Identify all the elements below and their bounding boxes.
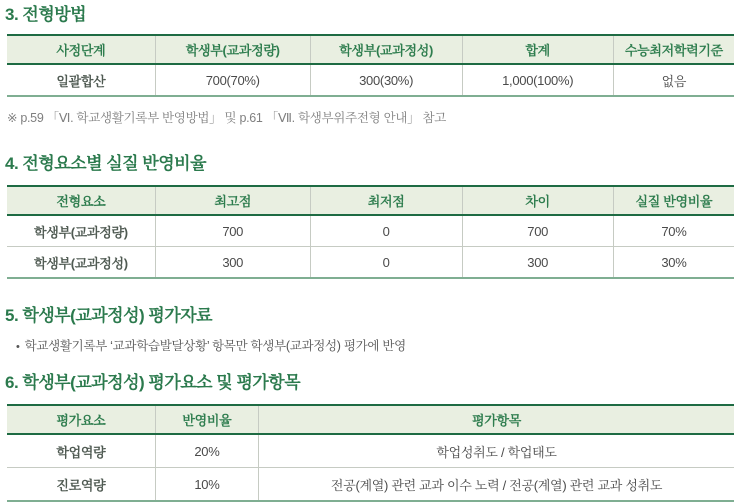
table-header-cell: 실질 반영비율 xyxy=(613,186,734,215)
table-cell: 없음 xyxy=(613,64,734,96)
table-cell: 0 xyxy=(310,215,462,247)
reflection-ratio-table xyxy=(7,185,734,279)
table-header-cell: 수능최저학력기준 xyxy=(613,35,734,64)
table-cell: 일괄합산 xyxy=(7,64,155,96)
table-cell: 700(70%) xyxy=(155,64,310,96)
evaluation-elements-table xyxy=(7,404,734,502)
table-header-cell: 평가요소 xyxy=(7,405,155,434)
table-cell: 70% xyxy=(613,215,734,247)
bullet-icon: • xyxy=(16,341,20,353)
table-cell: 300(30%) xyxy=(310,64,462,96)
reference-footnote: ※ p.59 「Ⅵ. 학교생활기록부 반영방법」 및 p.61 「Ⅶ. 학생부위주전형 안내」 참고 xyxy=(7,111,447,125)
bullet-text: 학교생활기록부 ‘교과학습발달상황’ 항목만 학생부(교과정성) 평가에 반영 xyxy=(24,339,406,353)
table-header-row xyxy=(7,186,734,215)
table-row xyxy=(7,64,734,96)
section-6-title: 6. 학생부(교과정성) 평가요소 및 평가항목 xyxy=(5,373,301,392)
table-header-cell: 학생부(교과정량) xyxy=(155,35,310,64)
table-row xyxy=(7,247,734,279)
table-header-cell: 전형요소 xyxy=(7,186,155,215)
table-header-cell: 최저점 xyxy=(310,186,462,215)
evaluation-material-bullet xyxy=(16,336,739,354)
table-row xyxy=(7,468,734,502)
table-cell: 300 xyxy=(155,247,310,279)
table-cell: 학생부(교과정성) xyxy=(7,247,155,279)
table-cell: 진로역량 xyxy=(7,468,155,502)
table-cell: 학업역량 xyxy=(7,434,155,468)
table-header-row xyxy=(7,405,734,434)
table-header-cell: 평가항목 xyxy=(259,405,734,434)
table-header-cell: 학생부(교과정성) xyxy=(310,35,462,64)
table-cell: 300 xyxy=(462,247,613,279)
table-cell: 700 xyxy=(155,215,310,247)
table-header-cell: 반영비율 xyxy=(155,405,258,434)
table-cell: 1,000(100%) xyxy=(462,64,613,96)
table-cell: 전공(계열) 관련 교과 이수 노력 / 전공(계열) 관련 교과 성취도 xyxy=(259,468,734,502)
table-cell: 10% xyxy=(155,468,258,502)
table-cell: 0 xyxy=(310,247,462,279)
table-cell: 학생부(교과정량) xyxy=(7,215,155,247)
table-cell: 30% xyxy=(613,247,734,279)
section-5-title: 5. 학생부(교과정성) 평가자료 xyxy=(5,306,213,325)
table-header-cell: 합계 xyxy=(462,35,613,64)
table-row xyxy=(7,215,734,247)
table-cell: 학업성취도 / 학업태도 xyxy=(259,434,734,468)
admission-method-table xyxy=(7,34,734,97)
table-header-cell: 최고점 xyxy=(155,186,310,215)
table-cell: 20% xyxy=(155,434,258,468)
table-row xyxy=(7,434,734,468)
table-cell: 700 xyxy=(462,215,613,247)
section-4-title: 4. 전형요소별 실질 반영비율 xyxy=(5,154,206,173)
table-header-cell: 사정단계 xyxy=(7,35,155,64)
table-header-row xyxy=(7,35,734,64)
section-3-title: 3. 전형방법 xyxy=(5,5,87,24)
table-header-cell: 차이 xyxy=(462,186,613,215)
